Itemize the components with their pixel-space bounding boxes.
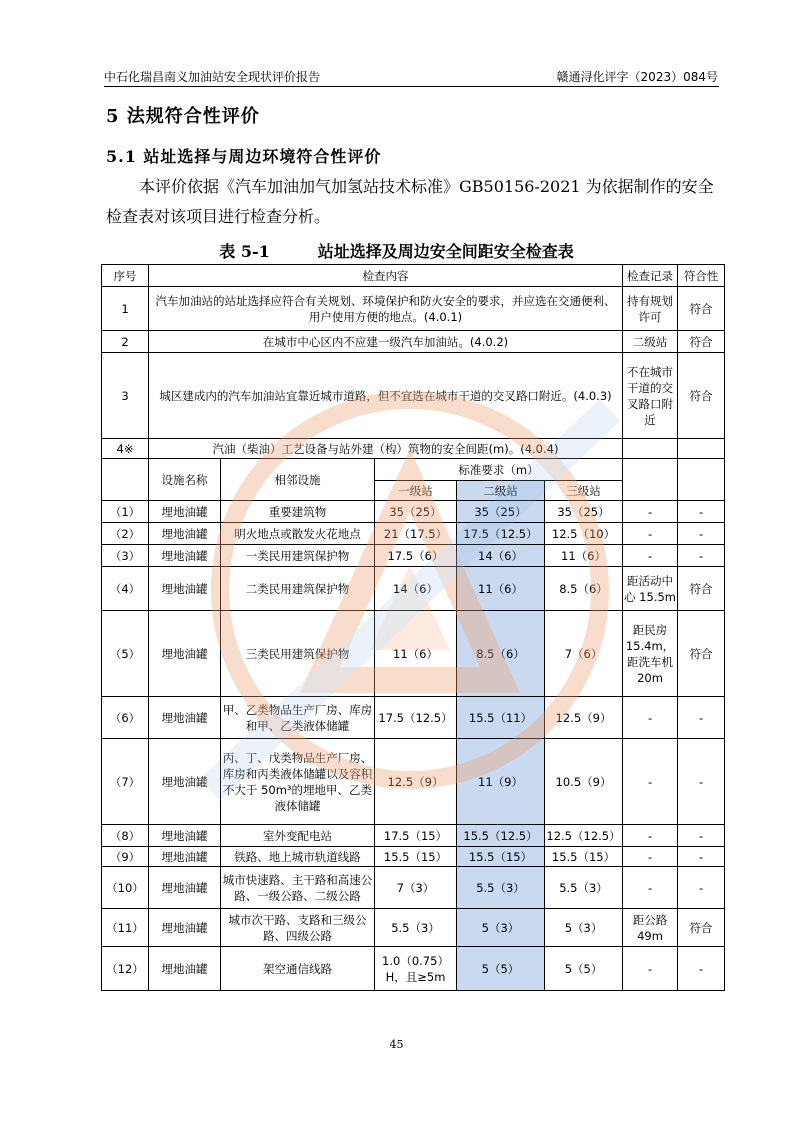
- cell-facility: 埋地油罐: [149, 545, 221, 567]
- cell-result: -: [678, 947, 725, 991]
- table-row: [102, 739, 725, 825]
- cell-adjacent: 三类民用建筑保护物: [221, 611, 375, 697]
- cell-record: -: [623, 825, 678, 847]
- table-row: [102, 523, 725, 545]
- cell-lv3: 8.5（6）: [545, 567, 623, 611]
- cell-lv3: 10.5（9）: [545, 739, 623, 825]
- cell-no: （11）: [102, 909, 149, 947]
- cell-lv2: 15.5（12.5）: [457, 825, 545, 847]
- cell-lv1: 15.5（15）: [375, 847, 457, 867]
- cell-result: 符合: [678, 567, 725, 611]
- cell-no: 4※: [102, 439, 149, 459]
- cell-lv1: 1.0（0.75）H，且≥5m: [375, 947, 457, 991]
- table-caption-title: 站址选择及周边安全间距安全检查表: [317, 242, 574, 261]
- cell-facility: 埋地油罐: [149, 523, 221, 545]
- cell-no: （2）: [102, 523, 149, 545]
- table-row: [102, 825, 725, 847]
- cell-result: -: [678, 523, 725, 545]
- cell-adjacent: 丙、丁、戊类物品生产厂房、库房和丙类液体储罐以及容积不大于 50m³的埋地甲、乙类液体储罐: [221, 739, 375, 825]
- table-row: [102, 947, 725, 991]
- table-row: [102, 847, 725, 867]
- cell-result: -: [678, 847, 725, 867]
- cell-lv2: 15.5（11）: [457, 697, 545, 739]
- cell-facility: 埋地油罐: [149, 611, 221, 697]
- cell-adjacent: 二类民用建筑保护物: [221, 567, 375, 611]
- subsection-title: 5.1 站址选择与周边环境符合性评价: [106, 147, 382, 166]
- cell-result: 符合: [678, 353, 725, 439]
- cell-lv3: 5（5）: [545, 947, 623, 991]
- cell-no: （6）: [102, 697, 149, 739]
- cell-lv1: 5.5（3）: [375, 909, 457, 947]
- table-row: [102, 545, 725, 567]
- cell-no: （12）: [102, 947, 149, 991]
- sub-header-row: [102, 459, 725, 481]
- cell-result: -: [678, 825, 725, 847]
- cell-lv2: 5（3）: [457, 909, 545, 947]
- cell-no: 1: [102, 287, 149, 331]
- page-number: 45: [389, 1038, 404, 1051]
- cell-record: 不在城市干道的交叉路口附近: [623, 353, 678, 439]
- cell-result: -: [678, 697, 725, 739]
- table-row: [102, 439, 725, 459]
- header-report-title: 中石化瑞昌南义加油站安全现状评价报告: [104, 70, 321, 84]
- cell-adjacent: 城市次干路、支路和三级公路、四级公路: [221, 909, 375, 947]
- cell-lv3: 11（6）: [545, 545, 623, 567]
- cell-lv2: 11（9）: [457, 739, 545, 825]
- cell-lv2: 14（6）: [457, 545, 545, 567]
- cell-facility: 埋地油罐: [149, 909, 221, 947]
- cell-content: 汽油（柴油）工艺设备与站外建（构）筑物的安全间距(m)。(4.0.4): [149, 439, 623, 459]
- cell-record: -: [623, 523, 678, 545]
- table-row: [102, 867, 725, 909]
- cell-record: 距民房15.4m，距洗车机 20m: [623, 611, 678, 697]
- table-row: [102, 567, 725, 611]
- cell-lv1: 17.5（6）: [375, 545, 457, 567]
- th-result: 符合性: [678, 265, 725, 287]
- cell-lv3: 5.5（3）: [545, 867, 623, 909]
- cell-facility: 埋地油罐: [149, 825, 221, 847]
- table-row: [102, 331, 725, 353]
- cell-lv3: 5（3）: [545, 909, 623, 947]
- cell-record: -: [623, 947, 678, 991]
- table-row: [102, 353, 725, 439]
- cell-content: 汽车加油站的站址选择应符合有关规划、环境保护和防火安全的要求，并应选在交通便利、用户使用方便的地点。(4.0.1): [149, 287, 623, 331]
- cell-facility: 埋地油罐: [149, 501, 221, 523]
- cell-record: -: [623, 739, 678, 825]
- cell-lv3: 35（25）: [545, 501, 623, 523]
- cell-adjacent: 铁路、地上城市轨道线路: [221, 847, 375, 867]
- cell-result: -: [678, 739, 725, 825]
- cell-lv3: 12.5（10）: [545, 523, 623, 545]
- th-no: 序号: [102, 265, 149, 287]
- header-report-number: 赣通浔化评字（2023）084号: [556, 70, 718, 84]
- cell-lv3: 12.5（9）: [545, 697, 623, 739]
- table-row: [102, 287, 725, 331]
- table-caption: [0, 239, 793, 262]
- cell-no: （7）: [102, 739, 149, 825]
- cell-content: 在城市中心区内不应建一级汽车加油站。(4.0.2): [149, 331, 623, 353]
- cell-lv2: 11（6）: [457, 567, 545, 611]
- cell-no: 3: [102, 353, 149, 439]
- table-row: [102, 501, 725, 523]
- cell-lv1: 14（6）: [375, 567, 457, 611]
- table-row: [102, 611, 725, 697]
- cell-adjacent: 重要建筑物: [221, 501, 375, 523]
- header-divider: [104, 86, 719, 87]
- section-title: 5 法规符合性评价: [106, 106, 260, 127]
- cell-no: （1）: [102, 501, 149, 523]
- cell-record: 二级站: [623, 331, 678, 353]
- cell-lv1: 12.5（9）: [375, 739, 457, 825]
- cell-no: （5）: [102, 611, 149, 697]
- cell-no: （10）: [102, 867, 149, 909]
- sub-th-facility: 设施名称: [149, 459, 221, 501]
- cell-lv1: 11（6）: [375, 611, 457, 697]
- cell-empty: [623, 459, 678, 501]
- cell-result: 符合: [678, 287, 725, 331]
- cell-adjacent: 城市快速路、主干路和高速公路、一级公路、二级公路: [221, 867, 375, 909]
- cell-record: [623, 439, 678, 459]
- cell-lv3: 15.5（15）: [545, 847, 623, 867]
- cell-facility: 埋地油罐: [149, 567, 221, 611]
- cell-lv1: 7（3）: [375, 867, 457, 909]
- cell-no: （4）: [102, 567, 149, 611]
- cell-lv2: 35（25）: [457, 501, 545, 523]
- cell-no: 2: [102, 331, 149, 353]
- cell-result: 符合: [678, 909, 725, 947]
- cell-lv1: 21（17.5）: [375, 523, 457, 545]
- cell-record: 持有规划许可: [623, 287, 678, 331]
- cell-lv2: 15.5（15）: [457, 847, 545, 867]
- cell-lv1: 35（25）: [375, 501, 457, 523]
- safety-checklist-table: [101, 264, 725, 991]
- cell-adjacent: 一类民用建筑保护物: [221, 545, 375, 567]
- cell-result: -: [678, 501, 725, 523]
- cell-adjacent: 室外变配电站: [221, 825, 375, 847]
- cell-record: -: [623, 847, 678, 867]
- cell-lv2: 8.5（6）: [457, 611, 545, 697]
- cell-lv2: 5（5）: [457, 947, 545, 991]
- cell-no: （3）: [102, 545, 149, 567]
- cell-empty: [678, 459, 725, 501]
- cell-facility: 埋地油罐: [149, 947, 221, 991]
- cell-content: 城区建成内的汽车加油站宜靠近城市道路，但不宜选在城市干道的交叉路口附近。(4.0.3): [149, 353, 623, 439]
- table-caption-label: 表 5-1: [219, 242, 270, 261]
- cell-record: -: [623, 501, 678, 523]
- cell-lv2: 17.5（12.5）: [457, 523, 545, 545]
- table-row: [102, 697, 725, 739]
- cell-facility: 埋地油罐: [149, 847, 221, 867]
- cell-no: （9）: [102, 847, 149, 867]
- cell-lv1: 17.5（15）: [375, 825, 457, 847]
- cell-lv3: 12.5（12.5）: [545, 825, 623, 847]
- cell-result: -: [678, 545, 725, 567]
- cell-result: -: [678, 867, 725, 909]
- cell-record: 距公路 49m: [623, 909, 678, 947]
- cell-record: -: [623, 545, 678, 567]
- table-row: [102, 909, 725, 947]
- cell-no: （8）: [102, 825, 149, 847]
- cell-result: [678, 439, 725, 459]
- cell-adjacent: 甲、乙类物品生产厂房、库房和甲、乙类液体储罐: [221, 697, 375, 739]
- cell-facility: 埋地油罐: [149, 697, 221, 739]
- sub-th-adjacent: 相邻设施: [221, 459, 375, 501]
- cell-adjacent: 架空通信线路: [221, 947, 375, 991]
- cell-record: 距活动中心 15.5m: [623, 567, 678, 611]
- sub-th-lv3: 三级站: [545, 481, 623, 501]
- th-record: 检查记录: [623, 265, 678, 287]
- cell-record: -: [623, 867, 678, 909]
- cell-lv2: 5.5（3）: [457, 867, 545, 909]
- sub-th-lv2: 二级站: [457, 481, 545, 501]
- intro-paragraph-text: 本评价依据《汽车加油加气加氢站技术标准》GB50156-2021 为依据制作的安全检查表对该项目进行检查分析。: [106, 177, 714, 226]
- cell-lv1: 17.5（12.5）: [375, 697, 457, 739]
- th-content: 检查内容: [149, 265, 623, 287]
- table-header-row: [102, 265, 725, 287]
- cell-facility: 埋地油罐: [149, 867, 221, 909]
- cell-record: -: [623, 697, 678, 739]
- cell-lv3: 7（6）: [545, 611, 623, 697]
- cell-result: 符合: [678, 331, 725, 353]
- cell-adjacent: 明火地点或散发火花地点: [221, 523, 375, 545]
- sub-th-standard: 标准要求（m）: [375, 459, 623, 481]
- cell-empty: [102, 459, 149, 501]
- intro-paragraph: [106, 172, 718, 232]
- cell-result: 符合: [678, 611, 725, 697]
- sub-th-lv1: 一级站: [375, 481, 457, 501]
- cell-facility: 埋地油罐: [149, 739, 221, 825]
